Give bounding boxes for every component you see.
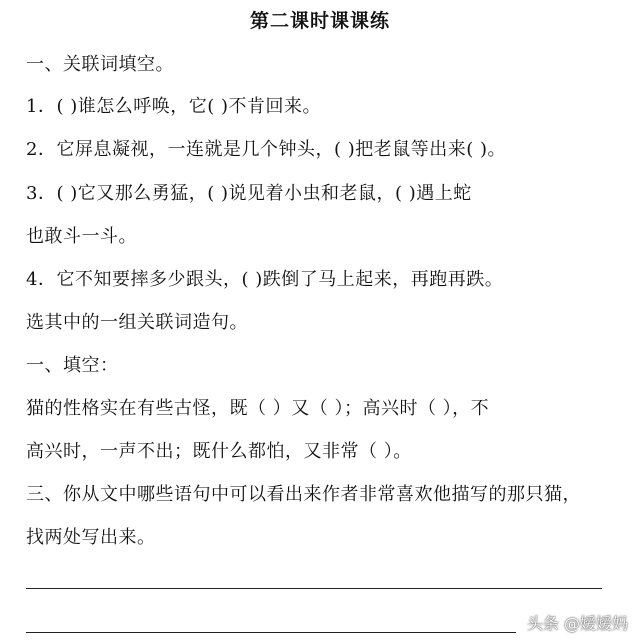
- question-3-line-2: 也敢斗一斗。: [26, 226, 137, 247]
- section3-line-1: 三、你从文中哪些语句中可以看出来作者非常喜欢他描写的那只猫，: [26, 484, 581, 505]
- section1-heading: 一、关联词填空。: [26, 54, 174, 75]
- instruction-text: 选其中的一组关联词造句。: [26, 312, 248, 333]
- answer-line-1: [26, 588, 602, 589]
- question-4: 4．它不知要摔多少跟头，( )跌倒了马上起来，再跑再跌。: [26, 269, 504, 290]
- fill-blank-line-2: 高兴时，一声不出；既什么都怕，又非常（ ）。: [26, 441, 412, 462]
- section2-heading: 一、填空：: [26, 355, 119, 376]
- page-title: 第二课时课课练: [249, 10, 390, 32]
- answer-line-2: [26, 632, 516, 633]
- question-3-line-1: 3．( )它又那么勇猛，( )说见着小虫和老鼠，( )遇上蛇: [26, 183, 472, 204]
- question-1: 1．( )谁怎么呼唤，它( )不肯回来。: [26, 96, 321, 117]
- section3-line-2: 找两处写出来。: [26, 527, 156, 548]
- watermark: 头条 @嫒嫒妈: [526, 614, 628, 633]
- question-2: 2．它屏息凝视，一连就是几个钟头，( )把老鼠等出来( )。: [26, 139, 506, 160]
- fill-blank-line-1: 猫的性格实在有些古怪，既（ ）又（ ）；高兴时（ ），不: [26, 398, 490, 419]
